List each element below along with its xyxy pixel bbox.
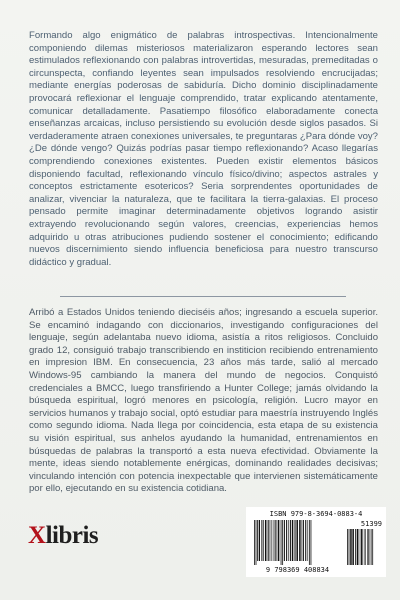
author-bio-text: Arribó a Estados Unidos teniendo dieciséis años; ingresando a escuela superior. Se encaminó indagando con diccionarios, investigando configuraciones del lenguaje, según adelantaba nuevo idioma, asistía a ritos religiosos. Concluido grado 12, consiguió trabajo transcribiendo en institicion recibiendo entrenamiento en impresion IBM. En consecuencia, 23 años más tarde, salió al mercado Windows-95 cambiando la manera del mundo de negocios. Conquistó credenciales a BMCC, luego transfiriendo a Hunter College; jamás olvidando la búsqueda espiritual, logró menores en psicología, religión. Lucro mayor en servicios humanos y trabajo social, optó estudiar para maestría instruyendo Inglés como segundo idioma. Nada llega por coincidencia, esta etapa de su existencia su visión espiritual, sus anhelos ayudando la humanidad, entrenamientos en búsquedas de palabras la transportó a esta nueva efectividad. Obviamente la mente, ideas siendo notablemente enérgicas, dominando realidades decisivas; vinculando intención con potencia inexpectable que intervienen sistemáticamente por ello, ejecutando en su existencia cotidiana. — [29, 307, 378, 495]
barcode-bar — [357, 529, 359, 565]
barcode-bar — [282, 520, 283, 565]
barcode-bar — [273, 520, 274, 561]
barcode-bar — [372, 529, 373, 565]
barcode-bar — [256, 520, 257, 565]
barcode-bar — [284, 520, 285, 561]
barcode-bar — [299, 520, 301, 561]
synopsis-text: Formando algo enigmático de palabras introspectivas. Intencionalmente componiendo dilemas misteriosos materializaron esperando lectores sean estimulados reflexionando con palabras introvertidas, mesuradas, premeditadas o circunspecta, confiando leyentes sean impulsados resolviendo encrucijadas; mediante energías poderosas de sabiduría. Dicho dominio disciplinadamente provocará reflexionar el lenguaje comprendido, tratar explicando atentamente, comunicar detalladamente. Pasatiempo filosófico elaboradamente conecta enseñanzas arcaicas, incluso persistiendo su evolución desde siglos pasados. Si verdaderamente atraen conexiones universales, te preguntaras ¿Para dónde voy? ¿De dónde vengo? Quizás podrías pasar tiempo reflexionando? Acaso llegarías comprendiendo conexiones existentes. Pueden existir elementos básicos disponiendo facultad, reflexionando vínculo físico/divino; aspectos astrales y conceptos estrictamente esotericos? Seria sorprendentes oportunidades de analizar, vivenciar la naturaleza, que te facilitara la tierra-galaxias. El proceso pensado permite imaginar determinadamente objetivos logrando asistir extrayendo revolucionando según valores, creencias, experiencias hemos adquirido u otras atribuciones pudiendo sostener el conocimiento; edificando nuevos discernimiento siendo influencia beneficiosa para nuestro transcurso didáctico y gradual. — [29, 30, 378, 268]
barcode-bar — [271, 520, 272, 561]
barcode-bar — [350, 529, 352, 565]
barcode-bar — [364, 529, 365, 565]
publisher-logo — [28, 523, 98, 548]
barcode-bar — [278, 520, 280, 561]
barcode-bar — [265, 520, 267, 561]
barcode-bar — [347, 529, 348, 565]
barcode-bar — [371, 529, 372, 565]
section-divider — [60, 296, 346, 297]
barcode-bar — [305, 520, 306, 561]
barcode-bar — [261, 520, 262, 561]
barcode-bar — [270, 520, 271, 561]
barcode-digits: 9 798369 408834 — [265, 566, 330, 574]
barcode-bar — [309, 520, 310, 565]
barcode-bars — [253, 520, 343, 566]
barcode-bar — [259, 520, 260, 561]
barcode-bar — [307, 520, 308, 561]
barcode-bar — [286, 520, 287, 561]
barcode-bar — [303, 520, 304, 561]
barcode-bar — [254, 520, 255, 565]
barcode-bar — [290, 520, 291, 561]
addon-barcode-bars — [346, 529, 380, 566]
barcode-bar — [295, 520, 296, 561]
isbn-label: ISBN 979-8-3694-0883-4 — [269, 510, 363, 518]
barcode-bar — [352, 529, 354, 565]
barcode-bar — [360, 529, 361, 565]
barcode-bar — [296, 520, 298, 561]
barcode-bar — [288, 520, 289, 561]
price-code: 51399 — [360, 520, 382, 528]
barcode-bar — [263, 520, 264, 561]
barcode-bar — [281, 520, 282, 565]
barcode-bar — [257, 520, 258, 561]
isbn-barcode — [246, 507, 386, 577]
barcode-bar — [302, 520, 303, 561]
barcode-bar — [355, 529, 356, 565]
barcode-bar — [367, 529, 368, 565]
publisher-logo-name: libris — [45, 522, 99, 549]
barcode-bar — [365, 529, 366, 565]
barcode-bar — [275, 520, 276, 561]
publisher-logo-x: X — [28, 522, 46, 549]
barcode-bar — [368, 529, 369, 565]
barcode-bar — [311, 520, 312, 565]
barcode-bar — [292, 520, 294, 561]
barcode-bar — [268, 520, 269, 561]
barcode-bar — [277, 520, 278, 561]
barcode-bar — [349, 529, 350, 565]
barcode-bar — [361, 529, 363, 565]
